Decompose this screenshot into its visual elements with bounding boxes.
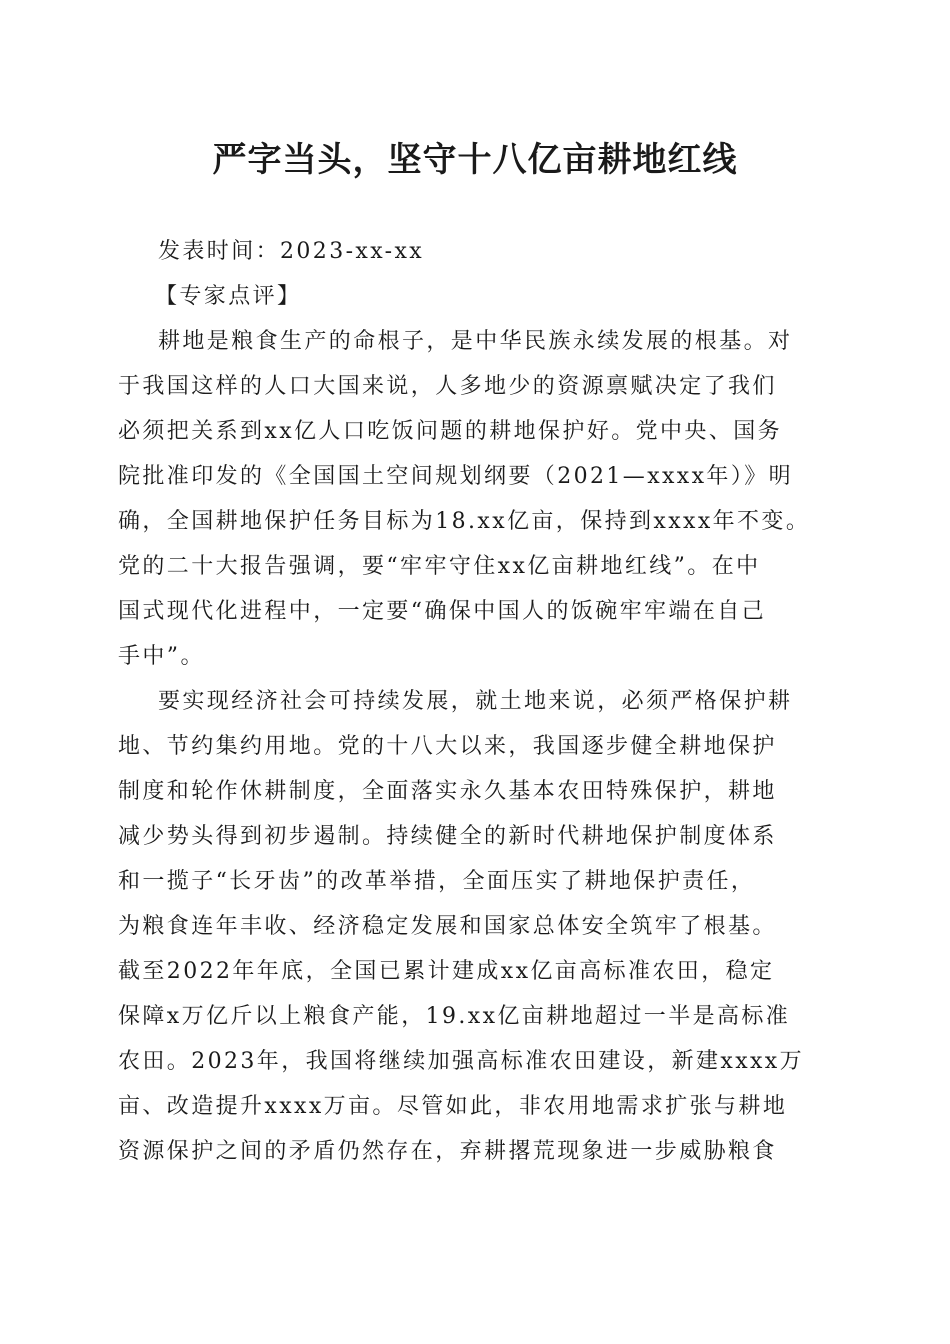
paragraph-line: 要实现经济社会可持续发展，就土地来说，必须严格保护耕 (158, 689, 793, 714)
paragraph-line: 和一揽子“长牙齿”的改革举措，全面压实了耕地保护责任， (118, 869, 756, 894)
paragraph-line: 党的二十大报告强调，要“牢牢守住xx亿亩耕地红线”。在中 (118, 554, 761, 579)
section-label: 【专家点评】 (155, 284, 302, 309)
paragraph-line: 减少势头得到初步遏制。持续健全的新时代耕地保护制度体系 (118, 824, 777, 849)
paragraph-line: 资源保护之间的矛盾仍然存在，弃耕撂荒现象进一步威胁粮食 (118, 1139, 777, 1164)
paragraph-line: 手中”。 (118, 644, 205, 669)
paragraph-line: 院批准印发的《全国国土空间规划纲要（2021—xxxx年）》明 (118, 464, 794, 489)
paragraph-line: 亩、改造提升xxxx万亩。尽管如此，非农用地需求扩张与耕地 (118, 1094, 788, 1119)
paragraph-line: 农田。2023年，我国将继续加强高标准农田建设，新建xxxx万 (118, 1049, 805, 1074)
paragraph-line: 国式现代化进程中，一定要“确保中国人的饭碗牢牢端在自己 (118, 599, 767, 624)
paragraph-line: 地、节约集约用地。党的十八大以来，我国逐步健全耕地保护 (118, 734, 777, 759)
document-title: 严字当头，坚守十八亿亩耕地红线 (212, 140, 738, 180)
paragraph-line: 确，全国耕地保护任务目标为18.xx亿亩，保持到xxxx年不变。 (118, 509, 811, 534)
paragraph-line: 必须把关系到xx亿人口吃饭问题的耕地保护好。党中央、国务 (118, 419, 783, 444)
paragraph-line: 保障x万亿斤以上粮食产能，19.xx亿亩耕地超过一半是高标准 (118, 1004, 791, 1029)
paragraph-line: 制度和轮作休耕制度，全面落实永久基本农田特殊保护，耕地 (118, 779, 777, 804)
paragraph-line: 耕地是粮食生产的命根子，是中华民族永续发展的根基。对 (158, 329, 793, 354)
paragraph-line: 为粮食连年丰收、经济稳定发展和国家总体安全筑牢了根基。 (118, 914, 777, 939)
paragraph-line: 截至2022年年底，全国已累计建成xx亿亩高标准农田，稳定 (118, 959, 775, 984)
publish-time: 发表时间：2023-xx-xx (158, 239, 425, 264)
paragraph-line: 于我国这样的人口大国来说，人多地少的资源禀赋决定了我们 (118, 374, 777, 399)
